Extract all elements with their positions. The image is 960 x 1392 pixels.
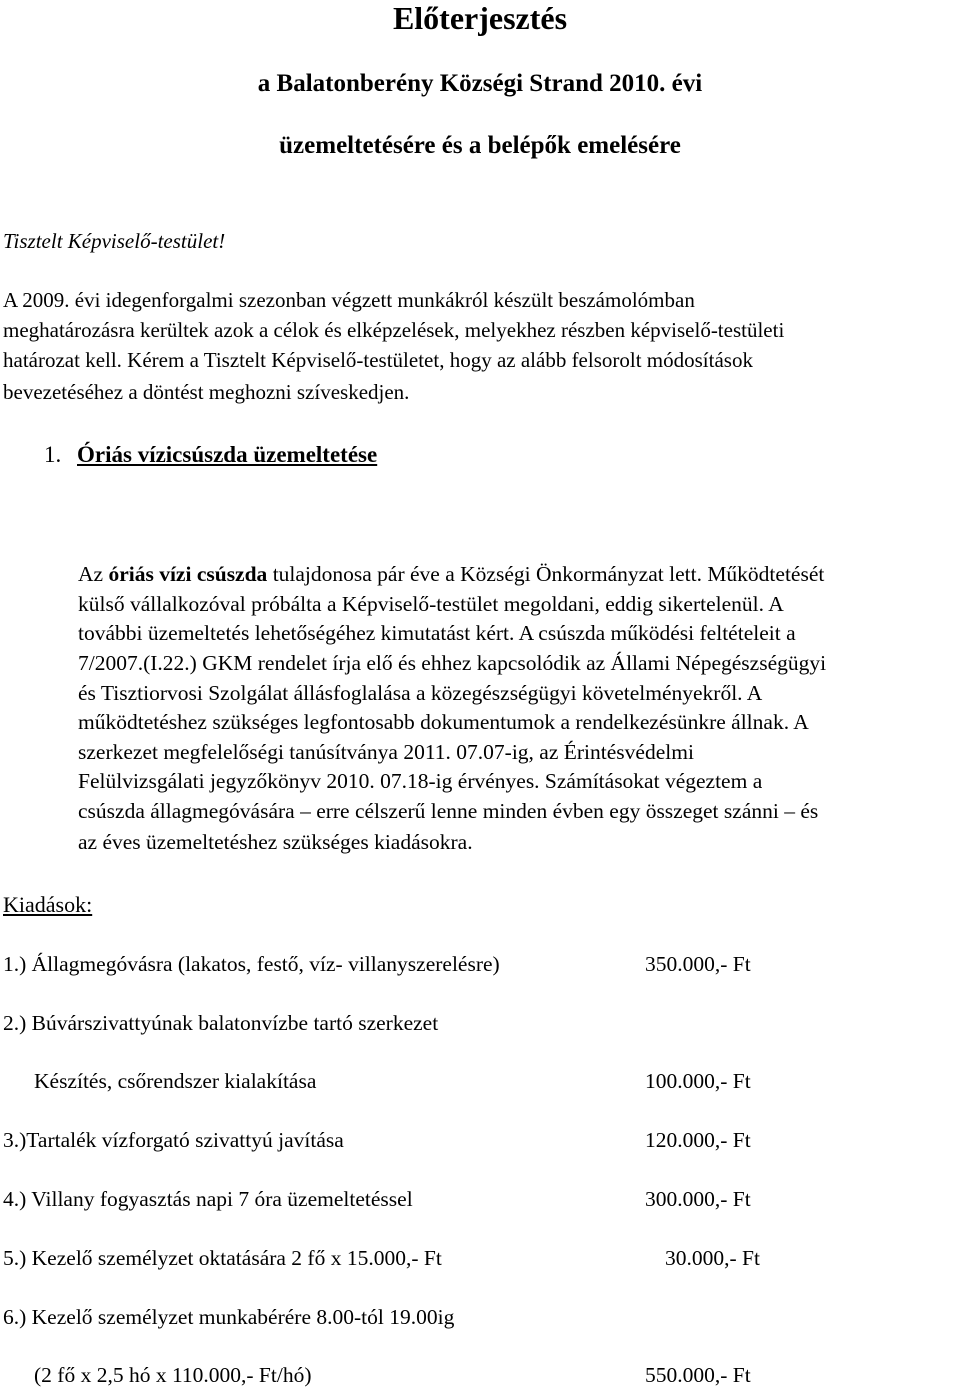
- expense-item-label: 4.) Villany fogyasztás napi 7 óra üzemeltetéssel: [3, 1187, 413, 1211]
- section-body-line: külső vállalkozóval próbálta a Képviselő-testület megoldani, eddig sikertelenül. A: [78, 592, 784, 616]
- expense-item-label: 2.) Búvárszivattyúnak balatonvízbe tartó szerkezet: [3, 1011, 439, 1035]
- intro-line: bevezetéséhez a döntést meghozni szíveskedjen.: [3, 380, 410, 404]
- document-subtitle-line-1: a Balatonberény Községi Strand 2010. évi: [257, 70, 703, 97]
- intro-line: határozat kell. Kérem a Tisztelt Képviselő-testületet, hogy az alább felsorolt módosítások: [3, 348, 753, 372]
- expense-item-sublabel: (2 fő x 2,5 hó x 110.000,- Ft/hó): [34, 1363, 312, 1387]
- expense-item-amount: 120.000,- Ft: [645, 1128, 751, 1152]
- section-body-line: további üzemeltetés lehetőségéhez kimutatást kért. A csúszda működési feltételeit a: [78, 621, 796, 645]
- document-subtitle-line-2: üzemeltetésére és a belépők emelésére: [279, 132, 681, 159]
- expense-item-amount: 100.000,- Ft: [645, 1069, 751, 1093]
- section-body-line: csúszda állagmegóvására – erre célszerű lenne minden évben egy összeget szánni – és: [78, 799, 819, 823]
- document-title: Előterjesztés: [392, 0, 568, 36]
- section-body-line: Felülvizsgálati jegyzőkönyv 2010. 07.18-ig érvényes. Számításokat végeztem a: [78, 769, 763, 793]
- section-body-line: szerkezet megfelelőségi tanúsítványa 2011. 07.07-ig, az Érintésvédelmi: [78, 740, 694, 764]
- expense-item-label: 6.) Kezelő személyzet munkabérére 8.00-tól 19.00ig: [3, 1305, 455, 1329]
- expense-item-amount: 350.000,- Ft: [645, 952, 751, 976]
- section-body-line: az éves üzemeltetéshez szükséges kiadásokra.: [78, 830, 473, 854]
- section-body-line: 7/2007.(I.22.) GKM rendelet írja elő és ehhez kapcsolódik az Állami Népegészségügyi: [78, 651, 827, 675]
- body-text: tulajdonosa pár éve a Községi Önkormányzat lett. Működtetését: [267, 562, 825, 586]
- expense-item-amount: 550.000,- Ft: [645, 1363, 751, 1387]
- salutation: Tisztelt Képviselő-testület!: [3, 229, 226, 253]
- expense-item-sublabel: Készítés, csőrendszer kialakítása: [34, 1069, 317, 1093]
- emphasized-term: óriás vízi csúszda: [108, 562, 268, 586]
- intro-line: meghatározásra kerültek azok a célok és elképzelések, melyekhez részben képviselő-testületi: [3, 318, 785, 342]
- expense-item-label: 5.) Kezelő személyzet oktatására 2 fő x 15.000,- Ft: [3, 1246, 442, 1270]
- expense-item-label: 1.) Állagmegóvásra (lakatos, festő, víz- villanyszerelésre): [3, 952, 500, 976]
- section-title: Óriás vízicsúszda üzemeltetése: [77, 442, 378, 467]
- expense-item-amount: 300.000,- Ft: [645, 1187, 751, 1211]
- section-body-line: [78, 562, 824, 587]
- expenses-heading: Kiadások:: [3, 892, 93, 917]
- expense-item-amount: 30.000,- Ft: [665, 1246, 760, 1270]
- body-text: Az: [78, 562, 109, 586]
- section-body-line: működtetéshez szükséges legfontosabb dokumentumok a rendelkezésünkre állnak. A: [78, 710, 809, 734]
- section-body-line: és Tisztiorvosi Szolgálat állásfoglalása a közegészségügyi követelményekről. A: [78, 681, 763, 705]
- section-number: 1.: [44, 442, 62, 467]
- expense-item-label: 3.)Tartalék vízforgató szivattyú javítása: [3, 1128, 344, 1152]
- intro-line: A 2009. évi idegenforgalmi szezonban végzett munkákról készült beszámolómban: [3, 288, 695, 312]
